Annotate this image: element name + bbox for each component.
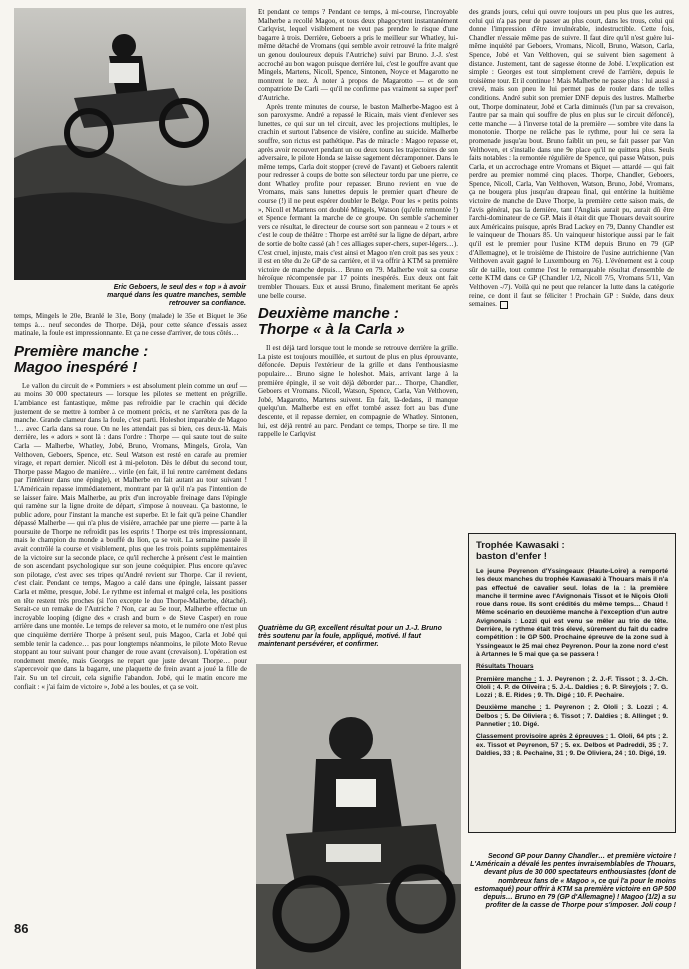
photo-caption-chandler: Second GP pour Danny Chandler… et première victoire ! L'Américain a dévalé les pentes invraisemblables de Thouars, devant plus de 30 000 spectateurs enthousiastes (dont de nombreux fans de « Magoo », ce qui l'a pour le moins estomaqué) pour offrir à KTM sa première victoire en GP 500 depuis… Bruno en 79 (GP d'Allemagne) ! Magoo (1/2) a su profiter de la casse de Thorpe pour s'imposer. Joli coup ! [470,853,676,910]
photo-geboers-jump [14,8,246,280]
article-column-3 [469,8,674,309]
article-column-1 [14,312,247,691]
photo-caption-geboers: Eric Geboers, le seul des « top » à avoir marqué dans les quatre manches, semble retrouver sa confiance. [107,284,246,308]
col2-paragraph: Et pendant ce temps ? Pendant ce temps, à mi-course, l'incroyable Malherbe a recollé Magoo, et tous deux phagocytent instantanément Carlqvist, lequel visiblement ne veut pas prendre le risque d'une bagarre à trois. Derrière, Geboers a pris le meilleur sur Whatley, lui-même détaché de Vromans (qui semble avoir retrouvé la frite malgré un genou douloureux depuis l'Autriche) suivi par Bruno. J.-J. s'est accroché au bon wagon puisque derrière lui, c'est le gouffre avant que Mingels, Martens, Nicoll, Spence, Sintonen, Noyce et Magarotto ne montrent le nez. À noter à propos de Magarotto — et de son compatriote De Carli — qu'il ne confirme pas vraiment sa super perf' d'Autriche. [258,8,458,102]
col2-paragraph: Il est déjà tard lorsque tout le monde se retrouve derrière la grille. La piste est toujours mouillée, et surtout de plus en plus éprouvante, défoncée. Depuis l'extérieur de la grille et dans l'enthousiasme populaire… Bruno signe le holeshot. Mais, arrivant large à la première épingle, il se voit déjà déborder par… Thorpe, Chandler, Geboers et Vromans. Nicoll, Watson, Spence, Carla, Van Velthoven, Jobé, Magarotto, Martens suivent. En fait, là-dedans, il manque quelqu'un. Malherbe est en effet tombé assez fort au bas d'une descente, et il repasse dernier, en compagnie de Whatley. Sintonen, lui, est déjà rentré au parc. Pendant ce temps, Thorpe se tire. Il me rappelle le Carlqvist [258,344,458,439]
heading-first-round: Première manche : Magoo inespéré ! [14,342,149,376]
photo-caption-bruno: Quatrième du GP, excellent résultat pour un J.-J. Bruno très soutenu par la foule, appliqué, motivé. Il faut maintenant persévérer, et confirmer. [258,625,442,649]
col3-paragraph: des grands jours, celui qui ouvre toujours un peu plus que les autres, celui qui n'a pas peur de passer au plus court, dans les trous, celui qui donne l'impression d'être invulnérable, indestructible. Cette fois, Chandler n'essaie même pas de suivre. Il faut dire qu'il n'est guère lui-même inquiété par Geboers, Vromans, Nicoll, Bruno, Watson, Carla, Spence, Jobé et Van Velthoven, qui se suivent bien sagement à distance. Justement, tant de sagesse étonne de Jobé. L'explication est simple : Georges est tout simplement crevé de l'arrière, depuis le troisième tour. Et il continue ! Mais Malherbe ne passe plus : lui aussi a crevé, mais son pneu le lui permet pas de rouler dans de telles conditions. André subit son premier DNF depuis des lustres. Malherbe out, Thorpe dominateur, Jobé et Carla diminués (l'un par sa crevaison, l'autre par sa main qui souffre de plus en plus sur le circuit défoncé), cette manche — à l'inverse total de la première — sombre vite dans la monotonie. Thorpe ne relâche pas le rythme, pour lui ce sera la promenade jusqu'au bout. Bruno faiblit un peu, se fait passer par Van Velthoven, et s'installe dans une 9e place qu'il ne quittera plus. Seuls faits notables : la remontée régulière de Spence, qui passe Watson, puis Carla, et un accrochage entre Vromans et Biquet — attardé — qui fait perdre au premier nommé cinq places. Thorpe, Chandler, Geboers, Spence, Nicoll, Carla, Van Velthoven, Watson, Bruno, Jobé, Vromans, ça ne bougera plus jusqu'au drapeau final, qui entérine la huitième victoire de manche de Dave Thorpe, la première cette saison mais, de l'avis général, pas la dernière, tant l'Anglais aurait pu, aurait dû être l'archi-dominateur de ce GP. Mais il était dit que Thouars devait sourire aux Américains puisque, après Brad Lackey en 79, Danny Chandler est le vainqueur de Thouars 85. Un vainqueur historique aussi par le fait qu'il est le premier pour l'usine KTM depuis Bruno en 79 (GP d'Allemagne), et le troisième de l'histoire de l'usine autrichienne (Van Velthoven avait gagné le Luxembourg en 76). L'événement est à coup sûr de taille, tout comme l'est le remarquable résultat d'ensemble de cette KTM dans ce GP (Chandler 1/2, Nicoll 7/5, Vromans 5/11, Van Velthoven -/7). Voilà qui ne peut que relancer la lutte dans la catégorie reine, ce dont il faut se féliciter ! Prochain GP : Suède, dans deux semaines. [469,8,674,309]
box-intro: Le jeune Peyrenon d'Yssingeaux (Haute-Loire) a remporté les deux manches du trophée Kawasaki à Thouars mais il n'a pas effectué de cavalier seul. Iolas de la : la première manche il termine avec l'Avignonais Tissot et le Niçois Ololi roue dans roue. Ils sont crédités du même temps… Chaud ! Même scénario en deuxième manche à l'exception d'un autre Avignonais : Lozzi qui est venu se mêler au trio de tête. Derrière, le rythme était très élevé, sûrement du fait du cadre compétition : le GP 500. Prochaine épreuve de la zone sud à Yssingeaux le 25 mai chez Peyrenon. Pour la zone nord c'est à Artannes le 5 mai que ça se passera ! [476,568,668,658]
box-results-title: Résultats Thouars [476,663,534,671]
box-round-2: Deuxième manche : 1. Peyrenon ; 2. Ololi ; 3. Lozzi ; 4. Delbos ; 5. De Oliviera ; 6. Tissot ; 7. Daldies ; 8. Allinget ; 9. Pannetier ; 10. Digé. [476,704,668,729]
heading-second-round: Deuxième manche : Thorpe « à la Carla » [258,305,405,339]
page-number: 86 [14,921,29,936]
box-title: Trophée Kawasaki : baston d'enfer ! [476,540,565,562]
col1-lead: temps, Mingels le 20e, Branlé le 31e, Bony (malade) le 35e et Biquet le 36e temps à… neuf secondes de Thorpe. Déjà, pour cette séance d'essais assez matinale, la foule est impressionnante. Et ça ne cesse d'arriver, de tous côtés… [14,312,247,338]
kawasaki-trophy-box [468,533,676,833]
box-round-1: Première manche : 1. J. Peyrenon ; 2. J.-F. Tissot ; 3. J.-Ch. Ololi ; 4. P. de Oliveira ; 5. J.-L. Daldies ; 6. P. Sireyjols ; 7. G. Lozzi ; 8. E. Rides ; 9. Th. Digé ; 10. F. Pechaire. [476,675,668,700]
col1-paragraph: Le vallon du circuit de « Pommiers » est absolument plein comme un œuf — au moins 30 000 spectateurs — lorsque les pilotes se mettent en prégrille. L'ambiance est fantastique, même pas refroidie par le crachin qui décide justement de se mettre à tomber à ce moment précis, et ne s'arrêtera pas de la manche. Grande clameur dans la foule, c'est parti. Holeshot imparable de Magoo !… avec Carla dans sa roue. On ne les attendait pas si bien, ces deux-là. Mais derrière, les « adors » sont là : dans l'ordre : Thorpe — qui saute tout de suite Carla — Malherbe, Whatley, Jobé, Bruno, Vromans, Mingels, Grola, Van Velthoven, Geboers, Spence, etc. Seul Watson est resté en carafe au premier virage, et repart dernier. Nicoll est à mi-peloton. Dès le début du second tour, Thorpe passe Magoo de manière… virile (en fait, il lui rentre carrément dedans par l'intérieur dans une épingle), et Malherbe en fait autant au tour suivant ! L'Américain repasse immédiatement, montrant par là qu'il n'a pas l'intention de se laisser faire. Mais Malherbe, au prix d'un incroyable freinage dans l'épingle qui ramène sur la ligne droite de départ, s'impose à nouveau. Ça bastonne, le public adore, pour l'instant la manche est superbe. Et le fait qu'à peine Chandler dépassé Malherbe — qui n'a plus de visière, arrachée par une pierre — parte à la poursuite de Thorpe ne refroidit pas les esprits ! Thorpe est très impressionnant, mais le champion du monde a bouffé du lion, ça se voit. La semaine passée il avait contrôlé la course et visiblement, plus que les trois points supplémentaires de la victoire sur la seconde place, ce qu'il recherche à présent c'est le maintien de son ascendant psychologique sur son jeune coéquipier. Plus encore qu'avec son pilotage, c'est avec ses tripes qu'André revient sur Thorpe. Car il revient, c'est clair. Pendant ce temps, Magoo a calé dans une épingle, laissant passer Carla et même, presque, Jobé. Le rythme est infernal et malgré cela, les positions en tête restent très proches (si l'on excepte le duo Thorpe-Malherbe, détaché). Serait-ce un remake de l'Autriche ? Non, car au 5e tour, Malherbe effectue un incroyable looping (digne des « crash and burn » de Steve Casper) en roue arrière dans une montée. Le temps de relever sa moto, et le numéro one n'est plus que cinquième derrière Thorpe à présent seul, puis Magoo, Carla et Jobé qui semble tenir la cadence… pas pour longtemps néanmoins, le pilote Moto Revue stoppant au tour suivant pour changer de roue avant (crevaison). L'opération est rondement menée, mais Georges ne repart que juste devant Thorpe… pour s'apercevoir que dans la bagarre, une plaquette de frein avant a joué la fille de l'air. Su un tel circuit, cela signifie l'abandon. Jobé, qui le matin encore me confiait : « j'ai faim de victoire », Jobé a les boules, et ça se voit. [14,381,247,691]
article-column-2 [258,8,458,439]
end-of-article-mark [500,301,508,309]
col2-paragraph: Après trente minutes de course, le baston Malherbe-Magoo est à son paroxysme. André a repassé le Ricain, mais vient d'enlever ses lunettes, ce qui sur un tel circuit, avec les projections multiples, le crachin et surtout l'absence de visière, confine au suicide. Malherbe souffre, son rictus est pathétique. Pas de miracle : Magoo repasse et, après avoir recouvert pendant un ou deux tours les trajectoires de son adversaire, le pilote Honda se laisse sagement décramponner. Dans le même temps, Carla doit stopper (crevé de l'avant) et Geboers ralentit pour redresser à coups de botte son sélecteur tordu par une pierre, ce dont Whatley profite pour repasser. Bruno revient en vue de Vromans, mais sans lunettes depuis le premier quart d'heure de course (!) il ne peut espérer doubler le Belge. Pour les « petits points », Nicoll et Martens ont doublé Mingels, Watson (qu'elle remontée !) et Spence fermant la marche de ce groupe. On semble s'acheminer vers ce résultat, le directeur de course sort son panneau « 2 tours » et c'est le coup de théâtre : Thorpe est arrêté sur la ligne de départ, arbre de sortie de boîte cassé (ah ! ces alliages super-chers, super-légers…). C'est cruel, injuste, mais c'est ainsi et Magoo n'en croit pas ses yeux : il est en tête du 2e GP de sa carrière, et il va offrir à KTM sa première victoire de manche depuis… Bruno en 79. Malherbe voit sa course héroïque récompensée par 17 points inespérés. Eux deux ont fait trembler Thouars. Eux et aussi Bruno, finalement meritant 6e après une belle course. [258,102,458,300]
photo-bruno [256,664,461,969]
box-standings: Classement provisoire après 2 épreuves : 1. Ololi, 64 pts ; 2. ex. Tissot et Peyrenon, 57 ; 5. ex. Delbos et Padreddi, 35 ; 7. Daldies, 33 ; 8. Pechaine, 31 ; 9. De Oliviera, 24 ; 10. Digé, 19. [476,733,668,757]
